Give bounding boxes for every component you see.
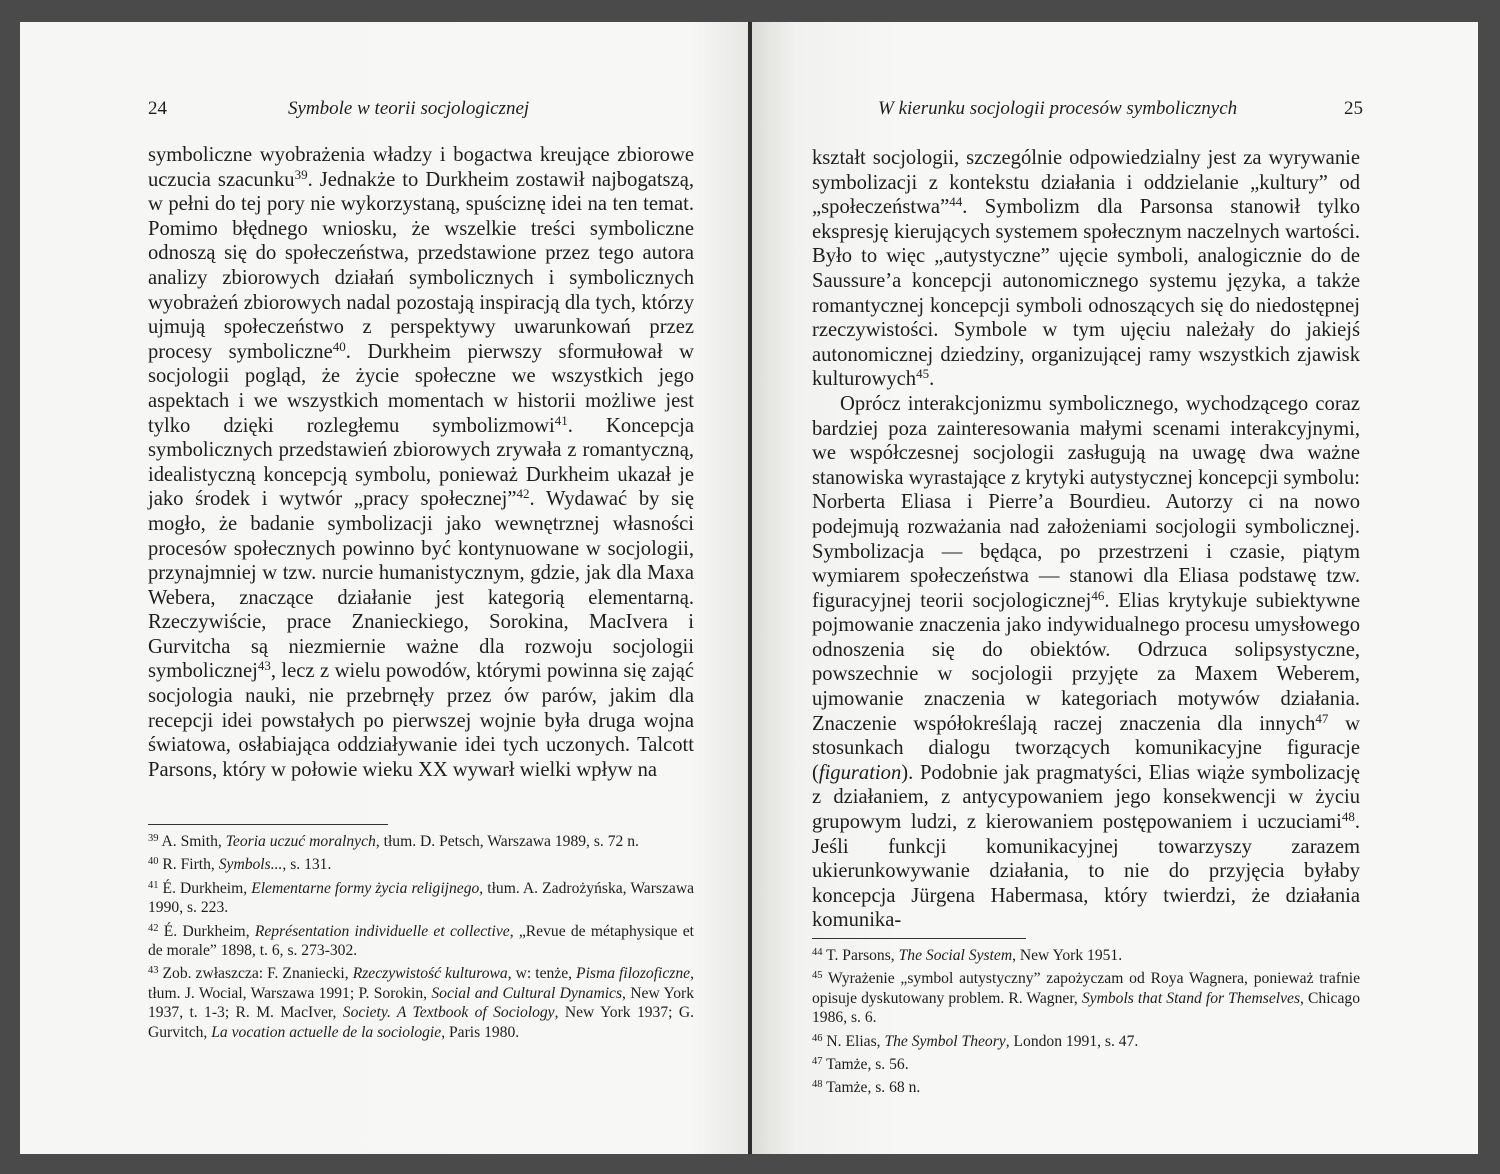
text-run: . Jednakże to Durkheim zostawił najbogatszą, w pełni do tej pory nie wykorzystaną, spuściznę idei na ten temat. Pomimo błędnego wniosku, że wszelkie treści symboliczne odnoszą się do społeczeństwa, przedstawione przez tego autora analizy zbiorowych działań symbolicznych i symbolicznych wyobrażeń zbiorowych nadal pozostają inspiracją dla tych, którzy ujmują społeczeństwo z perspektywy uwarunkowań przez procesy symboliczne — [148, 168, 694, 363]
italic-text: Teoria uczuć moralnych — [225, 833, 376, 850]
footnote-ref: 39 — [148, 833, 159, 844]
footnote-ref: 48 — [1341, 809, 1355, 825]
footnote-ref: 44 — [949, 194, 963, 210]
running-title: W kierunku socjologii procesów symbolicznych — [878, 98, 1238, 119]
italic-text: Society. A Textbook of Sociology — [342, 1004, 555, 1022]
footnote-ref: 40 — [332, 338, 346, 354]
text-run: ). Podobnie jak pragmatyści, Elias wiąże symbolizację z działaniem, z antycypowaniem jego konsekwencji w życiu grupowym ludzi, z kierowaniem postępowaniem i uczuciami — [812, 761, 1360, 834]
paragraph — [812, 146, 1360, 392]
footnote — [148, 855, 694, 874]
text-run: , London 1991, s. 47. — [1005, 1032, 1139, 1050]
text-run: , w: tenże, — [507, 965, 577, 983]
left-page — [20, 22, 750, 1154]
footnote — [148, 922, 694, 961]
text-run: , New York 1937, t. 1-3; R. M. MacIver, — [148, 984, 694, 1022]
footnote-ref: 41 — [148, 879, 159, 891]
text-run: . Symbolizm dla Parsonsa stanowił tylko ekspresję kierujących systemem społecznym naczelnych wartości. Było to więc „autystyczne” ujęcie symboli, analogicznie do de Saussure’a koncepcji autonomicznego systemu języka, a także romantycznej koncepcji symboli odnoszących się do niedostępnej rzeczywistości. Symbole w tym ujęciu należały do jakiejś autonomicznej dziedziny, organizującej ramy wszystkich zjawisk kulturowych — [812, 196, 1360, 391]
footnote-ref: 45 — [812, 970, 823, 982]
footnote — [148, 879, 694, 918]
running-title: Symbole w teorii socjologicznej — [288, 98, 530, 119]
text-run: , Chicago 1986, s. 6. — [812, 989, 1360, 1027]
text-run: w stosunkach dialogu tworzących komunikacyjne figuracje ( — [812, 712, 1360, 784]
italic-text: The Social System — [898, 947, 1013, 964]
page-number: 25 — [1344, 98, 1363, 119]
text-run: , New York 1937; G. Gurvitch, — [148, 1004, 694, 1041]
text-run: . Elias krytykuje subiektywne pojmowanie znaczenia jako indywidualnego procesu umysłowego odnoszenia się do obiektów. Odrzuca solipsystyczne, powszechnie w socjologii przyjęte za Maxem Weberem, ujmowanie znaczenia w kategoriach motywów działania. Znaczenie współokreślają raczej znaczenia dla innych — [812, 589, 1360, 735]
footnote-ref: 41 — [554, 412, 568, 428]
italic-text: Représentation individuelle et collective — [254, 922, 510, 940]
text-run: . Durkheim pierwszy sformułował w socjologii pogląd, że życie społeczne we wszystkich jego aspektach i we wszystkich momentach w historii możliwe jest tylko dzięki rozległemu symbolizmowi — [148, 340, 694, 437]
text-run: . Koncepcja symbolicznych przedstawień zbiorowych zrywała z romantyczną, idealistyczną koncepcją symbolu, ponieważ Durkheim ukazał je jako środek i wytwór „pracy społecznej” — [148, 414, 694, 511]
italic-text: figuration — [818, 761, 902, 784]
footnote-rule — [148, 824, 388, 825]
text-run: Oprócz interakcjonizmu symbolicznego, wychodzącego coraz bardziej poza zainteresowania małymi scenami interakcyjnymi, we współczesnej socjologii zasługują na uwagę dwa ważne stanowiska wyrastające z krytyki autystycznej koncepcji symbolu: Norberta Eliasa i Pierre’a Bourdieu. Autorzy ci na nowo podejmują rozważania nad założeniami socjologii symbolicznej. Symbolizacja — będąca, po przestrzeni i czasie, piątym wymiarem społeczeństwa — stanowi dla Eliasa podstawę tzw. figuracyjnej teorii socjologicznej — [812, 392, 1360, 612]
text-run: . — [929, 368, 935, 391]
italic-text: Social and Cultural Dynamics — [431, 984, 623, 1002]
italic-text: Symbols... — [218, 856, 283, 874]
text-run: kształt socjologii, szczególnie odpowiedzialny jest za wyrywanie symbolizacji z kontekstu działania i oddzielanie „kultury” od „społeczeństwa” — [812, 147, 1360, 219]
footnotes — [812, 946, 1360, 1102]
text-run: , New York 1951. — [1012, 947, 1123, 964]
footnote — [148, 832, 694, 851]
footnote-ref: 46 — [1091, 587, 1105, 603]
text-run: , lecz z wielu powodów, którymi powinna się zająć socjologia nauki, nie przebrnęły przez ów parów, jakim dla recepcji idei powstałych po pierwszej wojnie była druga wojna światowa, osłabiająca oddziaływanie idei tych uczonych. Talcott Parsons, który w połowie wieku XX wywarł wielki wpływ na — [148, 660, 694, 781]
footnote-ref: 42 — [148, 922, 159, 934]
footnote-ref: 47 — [812, 1056, 823, 1068]
text-run: Tamże, s. 56. — [822, 1056, 909, 1074]
body-text — [812, 146, 1360, 933]
footnote-ref: 45 — [916, 366, 930, 382]
footnote-rule — [812, 938, 1026, 939]
text-run: Wyrażenie „symbol autystyczny” zapożyczam od Roya Wagnera, ponieważ trafnie opisuje dyskutowany problem. R. Wagner, — [812, 970, 1360, 1007]
italic-text: Rzeczywistość kulturowa — [352, 965, 508, 983]
text-run: N. Elias, — [822, 1032, 885, 1050]
footnote-ref: 43 — [148, 965, 159, 977]
footnote — [812, 1078, 1360, 1097]
text-run: R. Firth, — [158, 856, 219, 874]
footnote — [812, 969, 1360, 1027]
text-run: , Paris 1980. — [441, 1023, 520, 1041]
text-run: É. Durkheim, — [158, 879, 252, 897]
text-run: T. Parsons, — [822, 947, 899, 964]
right-page — [752, 22, 1478, 1154]
footnote-ref: 48 — [812, 1079, 823, 1091]
footnote-ref: 44 — [812, 947, 823, 958]
footnote — [812, 1032, 1360, 1051]
text-run: , „Revue de métaphysique et de morale” 1898, t. 6, s. 273-302. — [148, 922, 695, 960]
footnote-ref: 42 — [516, 486, 530, 502]
footnote-ref: 43 — [257, 658, 271, 674]
footnote-ref: 40 — [148, 856, 159, 868]
text-run: , tłum. D. Petsch, Warszawa 1989, s. 72 n. — [375, 833, 639, 850]
body-text — [148, 143, 694, 782]
text-run: A. Smith, — [158, 833, 226, 850]
italic-text: The Symbol Theory — [884, 1032, 1006, 1050]
text-run: , tłum. J. Wocial, Warszawa 1991; P. Sorokin, — [148, 965, 694, 1002]
italic-text: La vocation actuelle de la sociologie — [211, 1023, 442, 1041]
footnote-ref: 46 — [812, 1032, 823, 1044]
text-run: Tamże, s. 68 n. — [822, 1079, 921, 1097]
italic-text: Elementarne formy życia religijnego — [251, 879, 480, 897]
text-run: , s. 131. — [282, 856, 332, 874]
text-run: , tłum. A. Zadrożyńska, Warszawa 1990, s. 223. — [148, 879, 695, 917]
footnote — [148, 964, 694, 1042]
footnote-ref: 39 — [294, 166, 308, 182]
italic-text: Symbols that Stand for Themselves — [1081, 989, 1301, 1007]
italic-text: Pisma filozoficzne — [576, 965, 691, 983]
page-number: 24 — [148, 98, 167, 119]
text-run: Zob. zwłaszcza: F. Znaniecki, — [158, 965, 353, 983]
text-run: symboliczne wyobrażenia władzy i bogactwa kreujące zbiorowe uczucia szacunku — [148, 144, 694, 191]
text-run: . Jeśli funkcji komunikacyjnej towarzyszy zarazem ukierunkowywanie działania, to nie do przyjęcia byłaby koncepcja Jürgena Habermasa, który twierdzi, że działania komunika- — [812, 811, 1360, 932]
footnote — [812, 1055, 1360, 1074]
text-run: . Wydawać by się mogło, że badanie symbolizacji jako wewnętrznej własności procesów społecznych powinno być kontynuowane w socjologii, przynajmniej w tzw. nurcie humanistycznym, gdzie, jak dla Maxa Webera, znaczące działanie jest kategorią elementarną. Rzeczywiście, prace Znanieckiego, Sorokina, MacIvera i Gurvitcha są niezmiernie ważne dla rozwoju socjologii symbolicznej — [148, 488, 694, 683]
paragraph — [148, 143, 694, 782]
footnotes — [148, 832, 694, 1046]
paragraph — [812, 392, 1360, 933]
footnote — [812, 946, 1360, 965]
footnote-ref: 47 — [1315, 710, 1329, 726]
text-run: É. Durkheim, — [158, 922, 255, 940]
